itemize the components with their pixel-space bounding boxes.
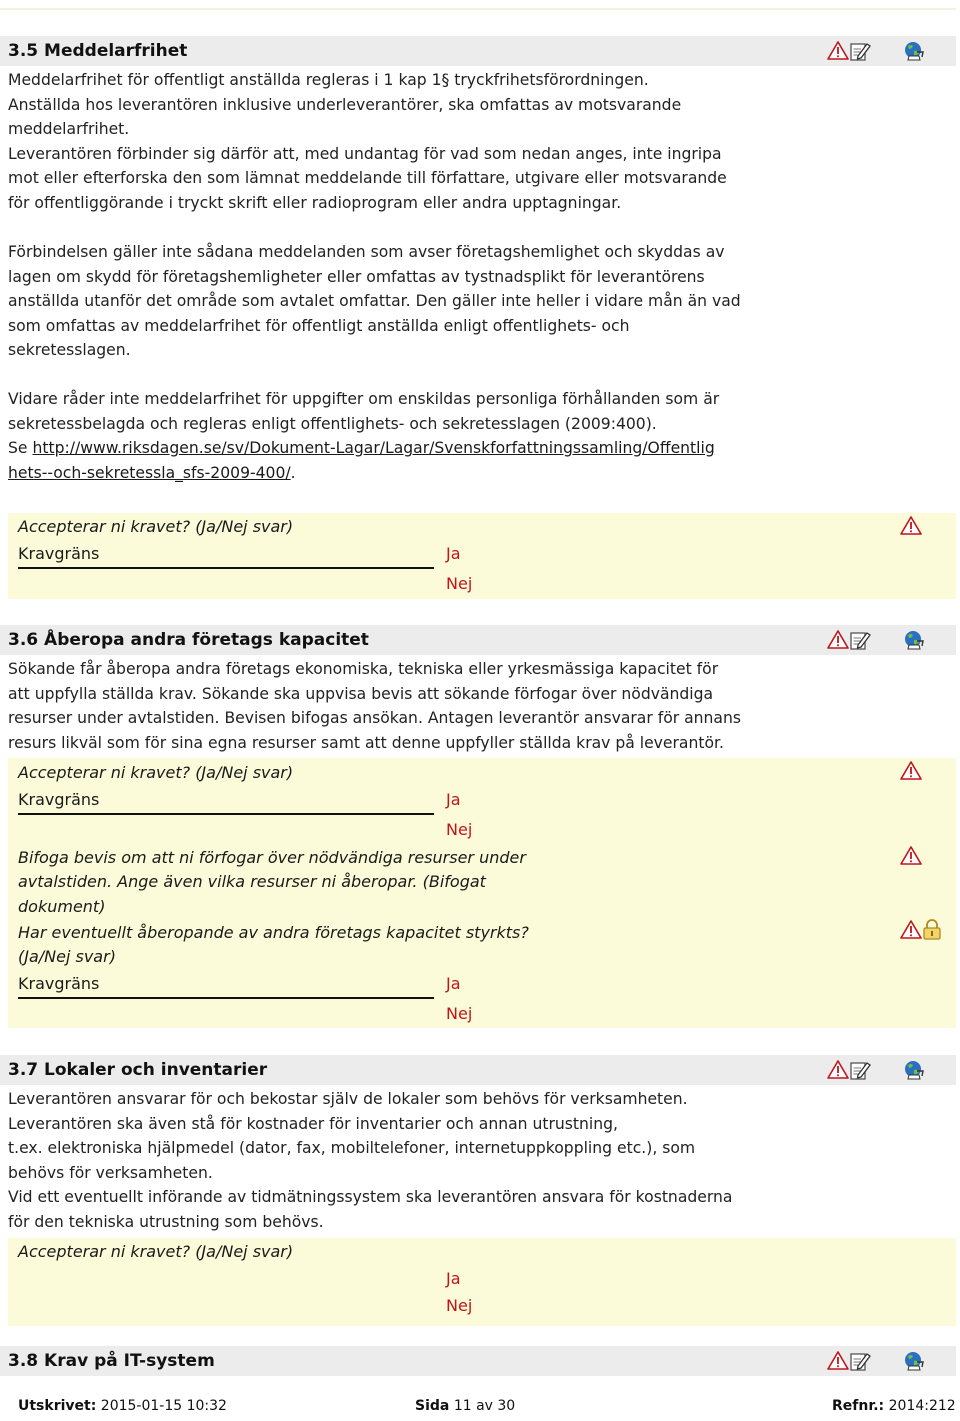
page-footer [0,1398,960,1420]
edit-icon[interactable] [849,40,871,62]
section-header-3-6 [0,625,956,655]
text-line: Anställda hos leverantören inklusive underleverantörer, ska omfattas av motsvarande [8,95,682,114]
answer-no[interactable]: Nej [446,574,473,593]
answer-yes[interactable]: Ja [446,1269,461,1288]
paragraph [8,240,808,363]
answer-yes[interactable]: Ja [446,790,461,809]
text-line: resurs likväl som för sina egna resurser samt att denne uppfyller ställda krav på leverantör. [8,733,724,752]
second-question-line: Har eventuellt åberopande av andra företags kapacitet styrkts? [18,923,529,942]
ref-value: 2014:212 [888,1398,956,1414]
globe-icon[interactable] [903,40,925,62]
text-line: resurser under avtalstiden. Bevisen bifogas ansökan. Antagen leverantör ansvarar för annans [8,709,741,728]
answer-no[interactable]: Nej [446,1296,473,1315]
text-line: anställda utanför det område som avtalet omfattar. Den gäller inte heller i vidare mån än vad [8,292,741,311]
ref-info [832,1398,956,1414]
text-line: Meddelarfrihet för offentligt anställda regleras i 1 kap 1§ tryckfrihetsförordningen. [8,71,649,89]
globe-icon[interactable] [903,1059,925,1081]
kravgrans-underline [18,813,434,815]
text-line: för offentliggörande i tryckt skrift eller radioprogram eller andra upptagningar. [8,193,622,212]
paragraph [8,68,808,216]
kravgrans-label: Kravgräns [18,544,100,563]
link-line [8,436,808,461]
warning-icon[interactable] [900,845,922,867]
text-line: för den tekniska utrustning som behövs. [8,1212,324,1231]
link-suffix: . [290,463,296,482]
page-info [415,1398,515,1414]
requirement-box [8,513,956,599]
printed-value: 2015-01-15 10:32 [100,1398,227,1414]
kravgrans-label: Kravgräns [18,790,100,809]
text-line: mot eller efterforska den som lämnat meddelande till författare, utgivare eller motsvarande [8,169,727,188]
text-line: att uppfylla ställda krav. Sökande ska uppvisa bevis att sökande förfogar över nödvändiga [8,684,714,703]
page-label: Sida [415,1398,450,1414]
warning-icon[interactable] [827,629,849,651]
globe-icon[interactable] [903,1350,925,1372]
edit-icon[interactable] [849,629,871,651]
text-line: som omfattas av meddelarfrihet för offentligt anställda enligt offentlighets- och [8,316,630,335]
attach-instruction-line: Bifoga bevis om att ni förfogar över nödvändiga resurser under [18,848,526,867]
text-line: lagen om skydd för företagshemligheter eller omfattas av tystnadsplikt för leverantörens [8,267,705,286]
ref-label: Refnr.: [832,1398,885,1414]
requirement-question: Accepterar ni kravet? (Ja/Nej svar) [18,763,294,782]
section-title: 3.5 Meddelarfrihet [8,41,188,61]
text-line: Leverantören förbinder sig därför att, med undantag för vad som nedan anges, inte ingripa [8,144,722,163]
riksdagen-link-cont[interactable]: hets--och-sekretessla_sfs-2009-400/ [8,463,291,482]
text-line: Sökande får åberopa andra företags ekonomiska, tekniska eller yrkesmässiga kapacitet för [8,660,719,678]
section-header-3-5 [0,36,956,66]
paragraph [8,657,808,755]
section-header-3-8 [0,1346,956,1376]
text-line: meddelarfrihet. [8,120,130,139]
link-prefix: Se [8,439,33,458]
edit-icon[interactable] [849,1350,871,1372]
link-line [8,461,808,486]
text-line: Förbindelsen gäller inte sådana meddelanden som avser företagshemlighet och skyddas av [8,243,725,261]
requirement-question: Accepterar ni kravet? (Ja/Nej svar) [18,1242,294,1261]
requirement-box [8,758,956,1028]
requirement-question: Accepterar ni kravet? (Ja/Nej svar) [18,517,294,536]
edit-icon[interactable] [849,1059,871,1081]
warning-icon[interactable] [900,919,922,941]
globe-icon[interactable] [903,629,925,651]
text-line: sekretessbelagda och regleras enligt offentlighets- och sekretesslagen (2009:400). [8,414,657,433]
text-line: Vidare råder inte meddelarfrihet för uppgifter om enskildas personliga förhållanden som är [8,390,720,408]
printed-info [18,1398,227,1414]
warning-icon[interactable] [827,1350,849,1372]
answer-yes[interactable]: Ja [446,544,461,563]
paragraph [8,1087,808,1235]
text-line: t.ex. elektroniska hjälpmedel (dator, fax, mobiltelefoner, internetuppkoppling etc.), som [8,1139,696,1158]
section-header-3-7 [0,1055,956,1085]
answer-yes[interactable]: Ja [446,974,461,993]
attach-instruction-line: dokument) [18,897,106,916]
paragraph [8,387,808,485]
kravgrans-label: Kravgräns [18,974,100,993]
page-value: 11 av 30 [453,1398,516,1414]
second-question-line: (Ja/Nej svar) [18,947,116,966]
lock-icon[interactable] [921,919,943,941]
warning-icon[interactable] [827,1059,849,1081]
printed-label: Utskrivet: [18,1398,97,1414]
section-title: 3.7 Lokaler och inventarier [8,1060,268,1080]
answer-no[interactable]: Nej [446,1004,473,1023]
text-line: Vid ett eventuellt införande av tidmätningssystem ska leverantören ansvara för kostnaderna [8,1188,733,1207]
warning-icon[interactable] [827,40,849,62]
section-title: 3.6 Åberopa andra företags kapacitet [8,630,369,650]
warning-icon[interactable] [900,515,922,537]
riksdagen-link[interactable]: http://www.riksdagen.se/sv/Dokument-Lagar/Lagar/Svenskforfattningssamling/Offentlig [32,439,715,458]
section-title: 3.8 Krav på IT-system [8,1351,215,1371]
text-line: sekretesslagen. [8,341,131,360]
answer-no[interactable]: Nej [446,820,473,839]
attach-instruction-line: avtalstiden. Ange även vilka resurser ni åberopar. (Bifogat [18,872,486,891]
kravgrans-underline [18,567,434,569]
text-line: Leverantören ansvarar för och bekostar själv de lokaler som behövs för verksamheten. [8,1090,688,1108]
text-line: behövs för verksamheten. [8,1163,213,1182]
page-top-rule [0,8,956,10]
requirement-box [8,1238,956,1326]
kravgrans-underline [18,997,434,999]
warning-icon[interactable] [900,760,922,782]
text-line: Leverantören ska även stå för kostnader för inventarier och annan utrustning, [8,1114,618,1133]
